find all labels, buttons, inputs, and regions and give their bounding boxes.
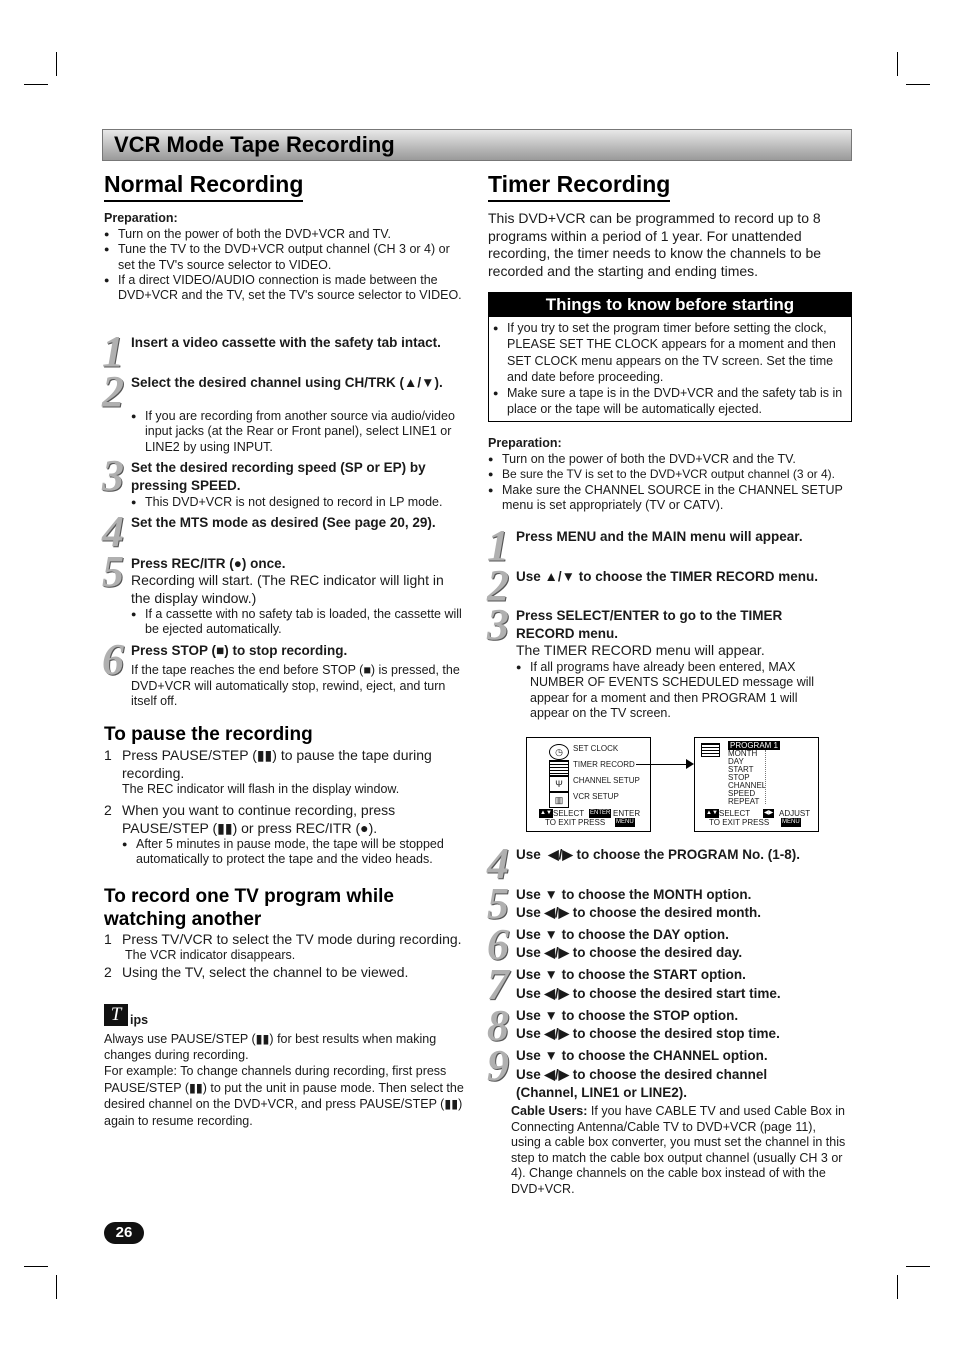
things-to-know-box [488, 292, 852, 422]
normal-prep-list [104, 227, 468, 303]
step-number: 1 [487, 521, 508, 570]
item-text: Using the TV, select the channel to be viewed. [122, 964, 409, 980]
page-number: 26 [104, 1222, 144, 1244]
step-text: Use ◀/▶ to choose the PROGRAM No. (1-8). [516, 847, 801, 862]
menu-item: CHANNEL SETUP [573, 776, 640, 785]
step-number: 5 [487, 879, 508, 928]
step-text: Set the desired recording speed (SP or EP) by pressing SPEED. [131, 460, 426, 493]
item-sub: The VCR indicator disappears. [125, 948, 296, 962]
step-number: 4 [487, 839, 508, 888]
field-label: REPEAT [728, 797, 760, 806]
list-item: ● If a direct VIDEO/AUDIO connection is made between the DVD+VCR and the TV, set the TV's source selector to VIDEO. [104, 273, 468, 304]
arrow-keys-icon: ▲▼ [540, 810, 552, 816]
tips-icon: T [104, 1004, 128, 1026]
list-item: ● Turn on the power of both the DVD+VCR and the TV. [488, 452, 850, 467]
item-text: Press TV/VCR to select the TV mode during recording. [122, 931, 462, 947]
step-line: Use ◀/▶ to choose the desired stop time. [516, 1026, 780, 1041]
cable-users-note [511, 1104, 849, 1197]
footer-adjust: ADJUST [779, 809, 811, 818]
step-note [131, 409, 469, 455]
arrow-head-icon [686, 759, 694, 769]
menu-item: SET CLOCK [573, 744, 619, 753]
step-number: 8 [487, 1001, 508, 1050]
list-item: ● If you try to set the program timer before setting the clock, PLEASE SET THE CLOCK appears for a moment and then SET CLOCK menu appears on the TV screen. Set the time and date before proceeding. [493, 320, 845, 385]
menu-key-label: MENU [616, 819, 634, 825]
step-body: The TIMER RECORD menu will appear. [516, 642, 765, 658]
list-item: ● If a cassette with no safety tab is loaded, the cassette will be ejected automatically. [131, 607, 469, 638]
step-line: Use ▼ to choose the CHANNEL option. [516, 1048, 768, 1063]
item-number: 1 [104, 931, 112, 947]
timer-prep-list [488, 452, 850, 513]
tips-label: ips [130, 1013, 149, 1027]
list-item: ● After 5 minutes in pause mode, the tape will be stopped automatically to protect the tape and the video heads. [122, 837, 462, 868]
timer-record-screen [694, 737, 819, 832]
crop-mark [24, 84, 48, 85]
step-number: 4 [102, 507, 123, 556]
field-label: DAY [728, 757, 744, 766]
item-sub: The REC indicator will flash in the display window. [122, 782, 400, 796]
normal-recording-heading: Normal Recording [104, 171, 303, 202]
antenna-icon: Ψ [549, 776, 569, 792]
list-item: ● If all programs have already been entered, MAX NUMBER OF EVENTS SCHEDULED message will appear for a moment and then PROGRAM 1 will appear on the TV screen. [516, 660, 838, 721]
step-body: Recording will start. (The REC indicator will light in the display window.) [131, 572, 444, 606]
step-text: Press STOP (■) to stop recording. [131, 643, 348, 658]
crop-mark [897, 52, 898, 76]
item-number: 2 [104, 802, 112, 818]
step-text: Set the MTS mode as desired (See page 20, 29). [131, 515, 436, 530]
step-number: 7 [487, 960, 508, 1009]
program-label: PROGRAM 1 [730, 741, 779, 750]
timer-prep-label: Preparation: [488, 436, 562, 450]
things-to-know-list [493, 320, 845, 418]
footer-exit: TO EXIT PRESS [709, 818, 770, 827]
crop-mark [906, 84, 930, 85]
list-item: ● Be sure the TV is set to the DVD+VCR output channel (3 or 4). [488, 467, 850, 482]
section-banner [102, 129, 852, 161]
step-number: 6 [102, 635, 123, 684]
item-number: 2 [104, 964, 112, 980]
item-note [122, 837, 462, 868]
step-line: Use ◀/▶ to choose the desired day. [516, 945, 743, 960]
field-separator [765, 750, 766, 804]
step-text: Press REC/ITR (●) once. [131, 556, 286, 571]
step-number: 9 [487, 1041, 508, 1090]
step-line: Use ▼ to choose the DAY option. [516, 927, 729, 942]
crop-mark [897, 1275, 898, 1299]
step-line: Use ▼ to choose the STOP option. [516, 1008, 739, 1023]
list-item: ● Make sure the CHANNEL SOURCE in the CHANNEL SETUP menu is set appropriately (TV or CATV). [488, 483, 850, 514]
menu-item: TIMER RECORD [573, 760, 635, 769]
footer-select: SELECT [719, 809, 751, 818]
step-text: Use ▲/▼ to choose the TIMER RECORD menu. [516, 569, 819, 584]
step-note [516, 660, 838, 721]
crop-mark [56, 1275, 57, 1299]
pause-heading: To pause the recording [104, 724, 313, 745]
tips-paragraph: For example: To change channels during recording, first press PAUSE/STEP (▮▮) to put the unit in pause mode. Then select the desired channel on the DVD+VCR, and press PAUSE/STEP (▮▮) again to resume recording. [104, 1064, 464, 1128]
step-number: 1 [102, 327, 123, 376]
list-item: ● Make sure a tape is in the DVD+VCR and the safety tab is in place or the tape will be automatically ejected. [493, 385, 845, 418]
arrow-keys-icon: ▲▼ [706, 810, 718, 816]
step-number: 3 [102, 451, 123, 500]
banner-title: VCR Mode Tape Recording [114, 132, 395, 157]
field-label: STOP [728, 773, 750, 782]
cable-users-label: Cable Users: [511, 1104, 588, 1118]
list-item: ● This DVD+VCR is not designed to record in LP mode. [131, 495, 469, 510]
step-body: If the tape reaches the end before STOP (■) is pressed, the DVD+VCR will automatically stop, rewind, eject, and turn itself off. [131, 663, 460, 708]
main-menu-screen [526, 737, 651, 832]
step-text: Press SELECT/ENTER to go to the TIMER RECORD menu. [516, 608, 783, 641]
list-item: ● Tune the TV to the DVD+VCR output channel (CH 3 or 4) or set the TV's source selector to VIDEO. [104, 242, 468, 273]
list-item: ● Turn on the power of both the DVD+VCR and TV. [104, 227, 468, 242]
step-text: Select the desired channel using CH/TRK (▲/▼). [131, 375, 443, 390]
field-label: SPEED [728, 789, 756, 798]
step-number: 2 [487, 561, 508, 610]
left-right-keys-icon: ◀▶ [764, 810, 774, 816]
step-note [131, 495, 469, 510]
item-text: When you want to continue recording, press PAUSE/STEP (▮▮) or press REC/ITR (●). [122, 802, 396, 836]
footer-exit: TO EXIT PRESS [545, 818, 606, 827]
field-label: CHANNEL [728, 781, 767, 790]
step-text: Insert a video cassette with the safety tab intact. [131, 335, 441, 350]
step-note [131, 607, 469, 638]
footer-select: SELECT [553, 809, 585, 818]
step-number: 6 [487, 920, 508, 969]
crop-mark [906, 1266, 930, 1267]
program-fields [728, 750, 766, 806]
timer-intro: This DVD+VCR can be programmed to record up to 8 programs within a period of 1 year. For unattended recording, the timer needs to know the channels to be recorded and the starting and ending times. [488, 210, 822, 279]
timer-recording-heading: Timer Recording [488, 171, 670, 202]
tips-paragraph: Always use PAUSE/STEP (▮▮) for best results when making changes during recording. [104, 1032, 437, 1062]
item-text: Press PAUSE/STEP (▮▮) to pause the tape during recording. [122, 747, 432, 781]
normal-prep-label: Preparation: [104, 211, 178, 225]
clock-icon: ◷ [549, 744, 569, 760]
field-label: START [728, 765, 754, 774]
step-line: Use ◀/▶ to choose the desired start time. [516, 986, 781, 1001]
step-line: Use ▼ to choose the MONTH option. [516, 887, 752, 902]
record-one-heading: To record one TV program while watching another [104, 886, 394, 930]
cable-users-text: If you have CABLE TV and used Cable Box in Connecting Antenna/Cable TV to DVD+VCR (page 11), using a cable box converter, you must set the channel in this step to match the cable box output channel (usually CH 3 or 4). Change channels on the cable box instead of with the DVD+VCR. [511, 1104, 846, 1196]
crop-mark [24, 1266, 48, 1267]
arrow-line [636, 764, 688, 765]
timer-record-icon [549, 760, 569, 776]
step-text: Press MENU and the MAIN menu will appear. [516, 529, 803, 544]
step-line: Use ▼ to choose the START option. [516, 967, 746, 982]
item-number: 1 [104, 747, 112, 763]
footer-enter: ENTER [613, 809, 641, 818]
step-line: Use ◀/▶ to choose the desired channel (Channel, LINE1 or LINE2). [516, 1067, 768, 1100]
enter-key-label: ENTER [590, 810, 611, 816]
step-number: 5 [102, 547, 123, 596]
things-to-know-title: Things to know before starting [489, 293, 851, 317]
menu-item: VCR SETUP [573, 792, 619, 801]
crop-mark [56, 52, 57, 76]
menu-key-label: MENU [782, 819, 800, 825]
step-line: Use ◀/▶ to choose the desired month. [516, 905, 762, 920]
step-number: 3 [487, 600, 508, 649]
vcr-icon: ▥ [549, 792, 569, 808]
list-item: ● If you are recording from another source via audio/video input jacks (at the Rear or Front panel), select LINE1 or LINE2 by using INPUT. [131, 409, 469, 455]
timer-record-icon [701, 743, 720, 757]
field-label: MONTH [728, 749, 758, 758]
step-number: 2 [102, 367, 123, 416]
